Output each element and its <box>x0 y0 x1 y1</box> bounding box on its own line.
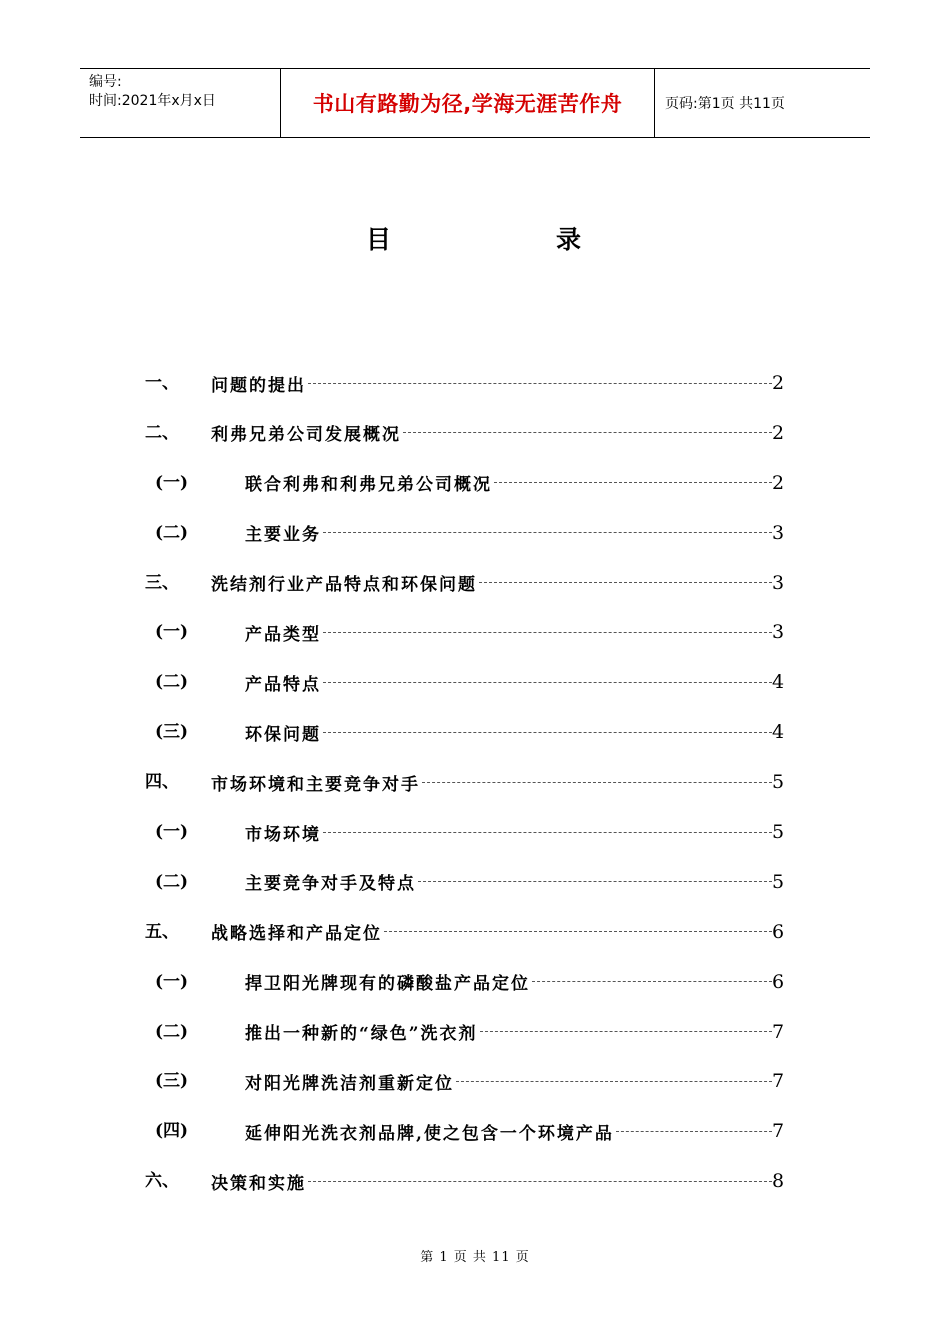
toc-entry-label: 产品类型 <box>245 624 321 645</box>
toc-leader <box>480 1031 772 1032</box>
toc-entry-number: (一) <box>155 472 189 493</box>
toc-entry[interactable] <box>0 1017 950 1067</box>
header-page-info: 页码:第1页 共11页 <box>665 96 785 112</box>
toc-title-char-2: 录 <box>556 225 582 254</box>
toc-leader <box>418 881 772 882</box>
toc-entry-page: 6 <box>772 920 785 943</box>
toc-entry-label: 决策和实施 <box>211 1173 306 1194</box>
toc-title <box>0 220 950 256</box>
toc-entry-number: 三、 <box>145 572 179 593</box>
toc-entry-page: 4 <box>772 671 785 694</box>
toc-entry[interactable] <box>0 1166 950 1216</box>
toc-leader <box>422 782 772 783</box>
toc-entry[interactable] <box>0 617 950 667</box>
toc-entry-page: 6 <box>772 970 785 993</box>
toc-entry[interactable] <box>0 717 950 767</box>
toc-entry-label: 利弗兄弟公司发展概况 <box>211 425 401 446</box>
toc-entry-label: 产品特点 <box>245 674 321 695</box>
toc-entry[interactable] <box>0 1116 950 1166</box>
toc-leader <box>532 981 772 982</box>
toc-entry-number: (一) <box>155 971 189 992</box>
toc-entry-page: 7 <box>772 1020 785 1043</box>
toc-entry-page: 3 <box>772 521 785 544</box>
toc-leader <box>616 1131 772 1132</box>
toc-entry-number: (二) <box>155 871 189 892</box>
toc-entry-number: 六、 <box>145 1171 179 1192</box>
header-meta <box>80 69 281 137</box>
toc-entry[interactable] <box>0 917 950 967</box>
toc-entry[interactable] <box>0 568 950 618</box>
page-header <box>80 68 870 138</box>
toc-leader <box>384 931 772 932</box>
toc-entry-label: 市场环境和主要竞争对手 <box>211 774 420 795</box>
toc-entry[interactable] <box>0 817 950 867</box>
toc-entry-number: 四、 <box>145 772 179 793</box>
toc-entry[interactable] <box>0 368 950 418</box>
toc-entry-number: (二) <box>155 522 189 543</box>
toc-leader <box>308 1181 772 1182</box>
toc-entry-number: (二) <box>155 672 189 693</box>
time-label: 时间:2021年x月x日 <box>89 93 216 109</box>
toc-entry-number: (三) <box>155 722 189 743</box>
toc-leader <box>323 732 772 733</box>
toc-entry-label: 对阳光牌洗洁剂重新定位 <box>245 1073 454 1094</box>
toc-entry-label: 市场环境 <box>245 824 321 845</box>
toc-entry-number: 二、 <box>145 422 179 443</box>
toc-entry-page: 2 <box>772 372 785 394</box>
toc-entry-label: 主要业务 <box>245 525 321 546</box>
toc-entry-label: 战略选择和产品定位 <box>211 924 382 945</box>
toc-entry-number: (二) <box>155 1021 189 1042</box>
toc-entry[interactable] <box>0 967 950 1017</box>
toc-entry-page: 2 <box>772 421 785 444</box>
toc-entry-page: 7 <box>772 1070 785 1093</box>
toc-entry[interactable] <box>0 767 950 817</box>
toc-entry-page: 2 <box>772 471 785 494</box>
toc-entry[interactable] <box>0 667 950 717</box>
code-label: 编号: <box>89 74 122 90</box>
toc-entry-page: 5 <box>772 821 785 844</box>
toc-entry-label: 问题的提出 <box>211 375 306 396</box>
toc-entry-page: 7 <box>772 1120 785 1143</box>
toc-leader <box>323 632 772 633</box>
toc-entry-number: 一、 <box>145 373 179 393</box>
toc-entry-page: 5 <box>772 870 785 893</box>
toc-entry-number: (三) <box>155 1071 189 1092</box>
toc-leader <box>479 582 772 583</box>
toc-entry-label: 环保问题 <box>245 724 321 745</box>
toc-leader <box>456 1081 772 1082</box>
toc-entry-label: 推出一种新的“绿色”洗衣剂 <box>245 1024 478 1045</box>
toc-entry[interactable] <box>0 418 950 468</box>
toc-entry-number: (一) <box>155 622 189 643</box>
toc-entry-page: 3 <box>772 571 785 594</box>
toc-entry-number: (一) <box>155 822 189 843</box>
toc-entry[interactable] <box>0 867 950 917</box>
toc-entry-label: 延伸阳光洗衣剂品牌,使之包含一个环境产品 <box>245 1123 614 1144</box>
toc-leader <box>323 832 772 833</box>
header-motto: 书山有路勤为径,学海无涯苦作舟 <box>281 69 655 137</box>
toc-title-char-1: 目 <box>366 225 392 254</box>
toc-entry-label: 捍卫阳光牌现有的磷酸盐产品定位 <box>245 974 530 995</box>
toc-entry[interactable] <box>0 518 950 568</box>
toc-leader <box>403 432 772 433</box>
toc-entry[interactable] <box>0 468 950 518</box>
table-of-contents <box>0 368 950 1216</box>
toc-entry-page: 5 <box>772 771 785 794</box>
toc-entry-label: 洗结剂行业产品特点和环保问题 <box>211 575 477 596</box>
toc-entry-page: 8 <box>772 1170 785 1193</box>
toc-entry-label: 联合利弗和利弗兄弟公司概况 <box>245 475 492 496</box>
toc-entry-number: 五、 <box>145 921 179 942</box>
toc-leader <box>323 532 772 533</box>
toc-entry[interactable] <box>0 1066 950 1116</box>
toc-leader <box>308 383 772 384</box>
toc-leader <box>494 482 772 483</box>
toc-entry-page: 3 <box>772 621 785 644</box>
toc-entry-page: 4 <box>772 721 785 744</box>
toc-entry-label: 主要竞争对手及特点 <box>245 874 416 895</box>
page-footer: 第 1 页 共 11 页 <box>420 1250 530 1265</box>
toc-entry-number: (四) <box>155 1121 189 1142</box>
toc-leader <box>323 682 772 683</box>
